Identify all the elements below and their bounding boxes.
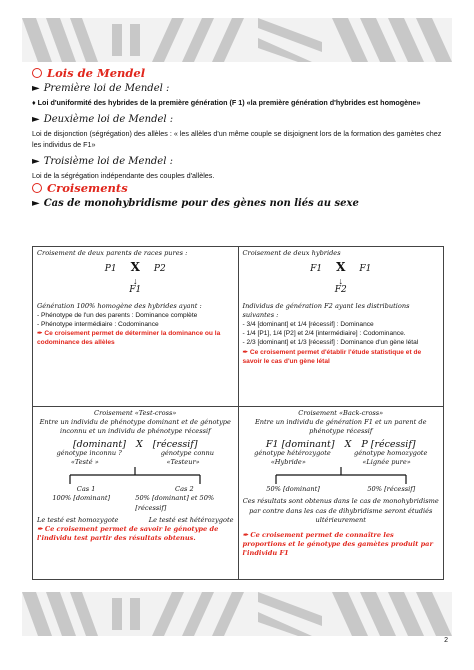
second-law-text: Loi de disjonction (ségrégation) des allèles : « les allèles d'un même couple se disjoignent lors de la formation des gamètes chez les individus de F1» [32,129,442,149]
note: ✒ Ce croisement permet de savoir le génotype de l'individu test partir des résultats obtenus. [37,525,219,543]
cell-hybrids [238,247,444,407]
genotypes: génotype inconnu ? génotype connu [56,448,215,457]
cases: Cas 1 Cas 2 [76,485,194,494]
note: ✒ Ce croisement permet de connaître les proportions et le génotype des gamètes produit par l'individu F1 [242,531,433,558]
cell-test-cross [33,407,239,580]
croisements-title: Croisements [32,181,444,196]
phenotype-dominant: F1 [dominant] [265,438,335,450]
cell-head: Croisement de deux hybrides [242,249,341,257]
cell-head: Croisement «Back-cross» [298,409,384,417]
first-law-text: ♦ Loi d'uniformité des hybrides de la première génération (F 1) «la première génération d'hybrides est homogène» [32,98,421,107]
arrow-right-icon: ► [32,198,40,209]
conclusions: Le testé est homozygote Le testé est hétérozygote [37,515,234,524]
names: «Hybride» «Lignée pure» [270,458,411,467]
results: 50% [dominant] 50% [récessif] [266,485,416,494]
branch-diagram [40,467,230,485]
cell-back-cross [238,407,444,580]
phenotype-recessive: P [récessif] [361,438,416,450]
line-codominance: - 1/4 [P1], 1/4 [P2] et 2/4 [intermédiaire] : Codominance. [242,330,406,338]
lois-title: Lois de Mendel [32,66,444,81]
generation-f2: F2 [334,285,347,296]
line-complete: - Phénotype de l'un des parents : Dominance complète [37,311,198,319]
cell-head: Croisement «Test-cross» [94,409,177,417]
cross-x: X [130,260,140,275]
arrow-right-icon: ► [32,83,40,94]
genotypes: génotype hétérozygote génotype homozygote [254,448,428,457]
intro: Entre un individu de phénotype dominant et de génotype inconnu et un individu de phénotype récessif [39,418,231,436]
circle-bullet-icon [32,68,42,78]
parent-p2: P2 [153,264,166,275]
names: «Testé » «Testeur» [70,458,200,467]
line-letal: - 2/3 [dominant] et 1/3 [récessif] : Dominance d'un gène létal [242,339,419,347]
cross-x: X [336,260,346,275]
result-text: Ces résultats sont obtenus dans le cas de monohybridisme par contre dans les cas de dihybridisme seront étudiés ultérieurement [242,497,439,524]
cell-pure-races [33,247,239,407]
cross-line [243,260,440,275]
lois-section [32,66,444,212]
circle-bullet-icon [32,183,42,193]
arrow-right-icon: ► [32,114,40,125]
intro: Entre un individu de génération F1 et un parent de phénotype récessif [254,418,427,436]
arrow-right-icon: ► [32,156,40,167]
first-law-title: ► Première loi de Mendel : [32,83,170,94]
phenotype-recessive: [récessif] [152,438,198,450]
second-law-title: ► Deuxième loi de Mendel : [32,114,174,125]
arrow-down-icon: ↓ [338,276,343,287]
note: ✒ Ce croisement permet de déterminer la dominance ou la codominance des allèles [37,330,221,347]
decorative-band-top [22,18,452,62]
crossings-table [32,246,444,580]
cross-line [37,440,234,449]
branch-diagram [246,467,436,485]
page-number: 2 [444,637,448,644]
decorative-band-bottom [22,592,452,636]
cell-head: Croisement de deux parents de races pures : [37,249,188,257]
cross-x: X [135,438,143,450]
note: ✒ Ce croisement permet d'établir l'étude statistique et de savoir le cas d'un gène létal [242,348,422,365]
results: 100% [dominant] 50% [dominant] et 50% [récessif] [52,494,215,512]
third-law-title: ► Troisième loi de Mendel : [32,156,173,167]
croisements-subtitle: ► Cas de monohybridisme pour des gènes non liés au sexe [32,198,359,209]
parent-f1-b: F1 [359,264,372,275]
third-law-text: Loi de la ségrégation indépendante des couples d'allèles. [32,171,215,180]
line-codominance: - Phénotype intermédiaire : Codominance [37,321,159,329]
generation-text: Génération 100% homogène des hybrides ayant : [37,301,202,310]
line-dominance: - 3/4 [dominant] et 1/4 [récessif] : Dominance [242,321,374,329]
arrow-down-icon: ↓ [133,276,138,287]
parent-p1: P1 [104,264,117,275]
cross-x: X [344,438,352,450]
intro: Individus de génération F2 ayant les distributions suivantes : [242,301,410,319]
cross-line [243,440,440,449]
generation-f1: F1 [129,285,142,296]
parent-f1-a: F1 [310,264,323,275]
cross-line [37,260,234,275]
phenotype-dominant: [dominant] [72,438,126,450]
